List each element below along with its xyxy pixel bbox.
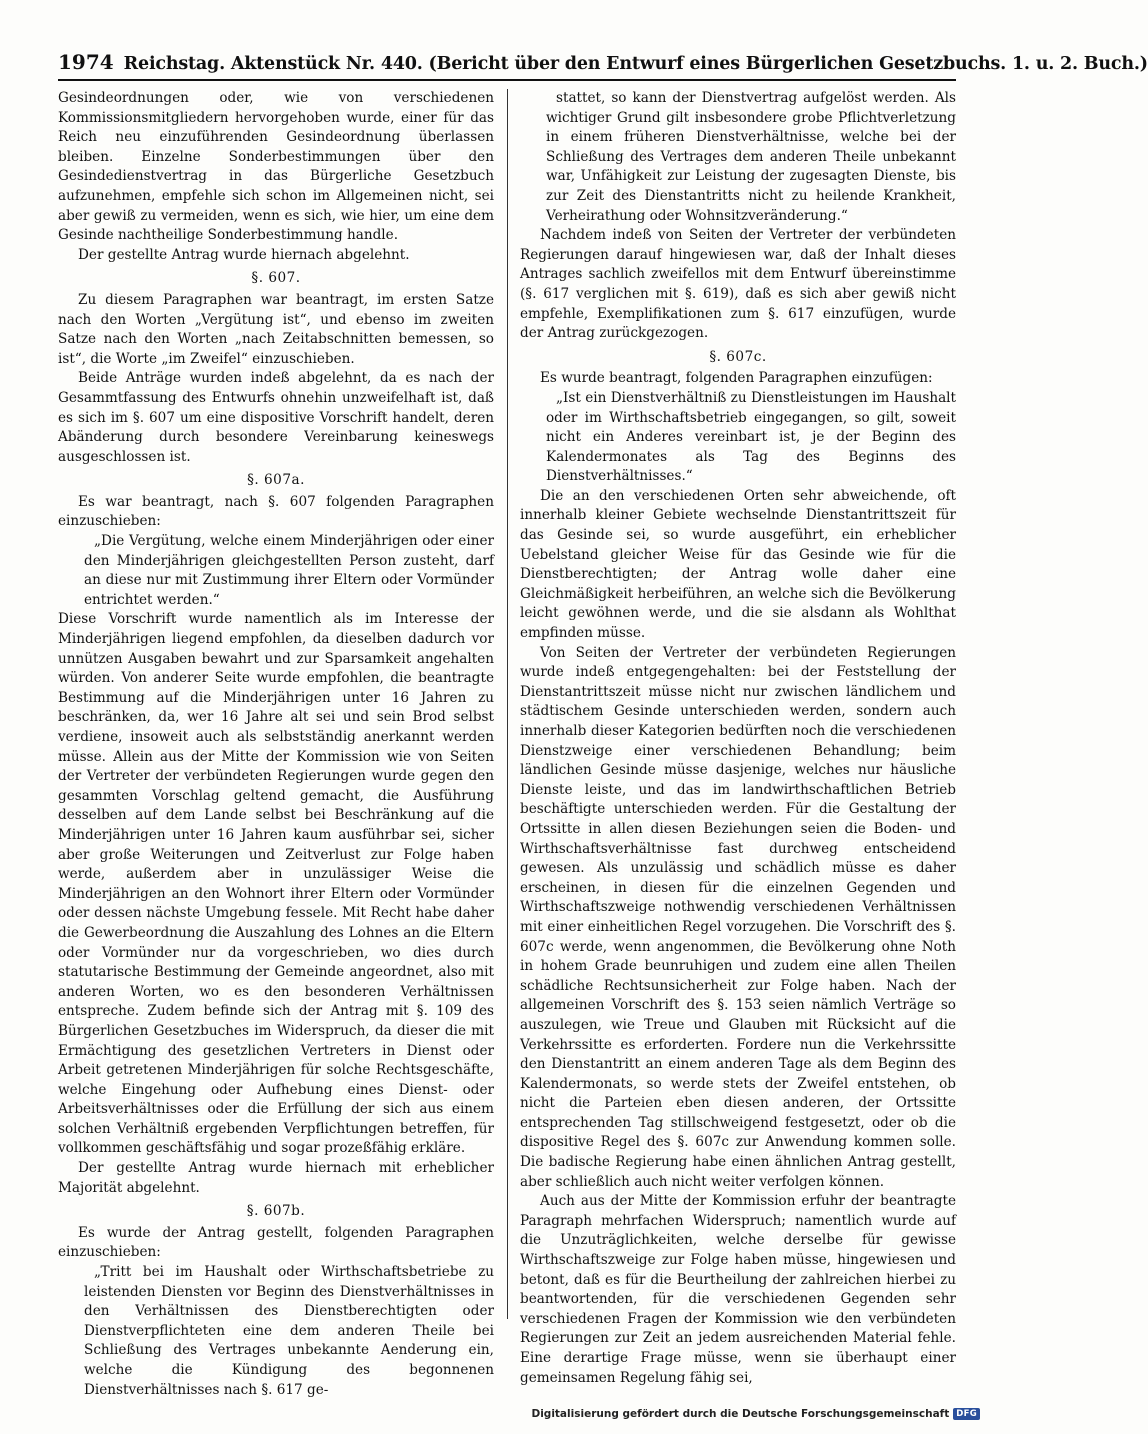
paragraph: Nachdem indeß von Seiten der Vertreter der verbündeten Regierungen darauf hingewiesen war, daß der Inhalt dieses Antrages sachlich zweifellos mit dem Entwurf übereinstimme (§. 617 verglichen mit §. 619), daß es sich aber gewiß nicht empfehle, Exemplifikationen zum §. 617 einzufügen, wurde der Antrag zurückgezogen. [520, 227, 956, 342]
digitization-credit: Digitalisierung gefördert durch die Deutsche Forschungsgemeinschaft [531, 1408, 950, 1420]
section-heading: §. 607b. [246, 1203, 306, 1220]
paragraph: Gesindeordnungen oder, wie von verschiedenen Kommissionsmitgliedern hervorgehoben wurde, einer für das Reich neu einzuführenden Gesindeordnung überlassen bleiben. Einzelne Sonderbestimmungen über den Gesindedienstvertrag in das Bürgerliche Gesetzbuch aufzunehmen, empfehle sich schon im Allgemeinen nicht, sei aber gewiß zu vermeiden, wenn es sich, wie hier, um eine dem Gesinde nachtheilige Sonderbestimmung handle. [58, 90, 494, 244]
section-heading: §. 607a. [247, 472, 305, 489]
paragraph: Es war beantragt, nach §. 607 folgenden Paragraphen einzuschieben: [58, 493, 494, 530]
quoted-text: „Tritt bei im Haushalt oder Wirthschaftsbetriebe zu leistenden Diensten vor Beginn des Dienstverhältnisses in den Verhältnissen des Dienstberechtigten oder Dienstverpflichteten eine dem anderen Theile bei Schließung des Vertrages unbekannte Aenderung ein, welche die Kündigung des begonnenen Dienstverhältnisses nach §. 617 ge- [84, 1264, 494, 1398]
paragraph: Es wurde beantragt, folgenden Paragraphen einzufügen: [540, 370, 933, 387]
paragraph: Es wurde der Antrag gestellt, folgenden Paragraphen einzuschieben: [58, 1224, 494, 1261]
running-title: Reichstag. Aktenstück Nr. 440. (Bericht über den Entwurf eines Bürgerlichen Gesetzbuchs. 1. u. 2. Buch.) [123, 54, 1148, 74]
paragraph: Zu diesem Paragraphen war beantragt, im ersten Satze nach den Worten „Vergütung ist“, und ebenso im zweiten Satze nach den Worten „nach Zeitabschnitten bemessen, so ist“, die Worte „im Zweifel“ einzuschieben. [58, 291, 494, 367]
paragraph: Der gestellte Antrag wurde hiernach mit erheblicher Majorität abgelehnt. [58, 1160, 494, 1196]
text-columns [58, 89, 956, 1400]
quoted-text: „Die Vergütung, welche einem Minderjährigen oder einer den Minderjährigen gleichgestellten Person zusteht, darf an diese nur mit Zustimmung ihrer Eltern oder Vormünder entrichtet werden.“ [84, 533, 494, 608]
quoted-text: stattet, so kann der Dienstvertrag aufgelöst werden. Als wichtiger Grund gilt insbesondere grobe Pflichtverletzung in einem früheren Dienstverhältnisse, welche bei der Schließung des Vertrages dem anderen Theile unbekannt war, Unfähigkeit zur Leistung der zugesagten Dienste, bis zur Zeit des Dienstantritts nicht zu heilende Krankheit, Verheirathung oder Wohnsitzveränderung.“ [546, 90, 956, 224]
paragraph: Auch aus der Mitte der Kommission erfuhr der beantragte Paragraph mehrfachen Widerspruch; namentlich wurde auf die Unzuträglichkeiten, welche derselbe für gewisse Wirthschaftszweige zur Folge haben müsse, hingewiesen und betont, daß es für die Beurtheilung der zahlreichen hierbei zu beantwortenden, für die verschiedenen Gegenden sehr verschiedenen Fragen der Kommission wie den verbündeten Regierungen zur Zeit an jedem ausreichenden Material fehle. Eine derartige Frage müsse, wenn sie überhaupt einer gemeinsamen Regelung fähig sei, [520, 1193, 956, 1386]
left-column [58, 89, 494, 1400]
right-column [520, 89, 956, 1400]
paragraph: Beide Anträge wurden indeß abgelehnt, da es nach der Gesammtfassung des Entwurfs ohnehin unzweifelhaft ist, daß es sich im §. 607 um eine dispositive Vorschrift handelt, deren Abänderung durch besondere Vereinbarung keineswegs ausgeschlossen ist. [58, 370, 494, 465]
paragraph: Die an den verschiedenen Orten sehr abweichende, oft innerhalb kleiner Gebiete wechselnde Dienstantrittszeit für das Gesinde sei, so wurde ausgeführt, ein erheblicher Uebelstand gleicher Weise für das Gesinde wie für die Dienstberechtigten; der Antrag wolle daher eine Gleichmäßigkeit herbeiführen, an welche sich die Bevölkerung leicht gewöhnen werde, und die sie alsdann als Wohlthat empfinden müsse. [520, 487, 956, 642]
section-heading: §. 607c. [709, 348, 767, 365]
page-number: 1974 [58, 50, 114, 74]
page-header [58, 50, 1148, 81]
page-footer [531, 1408, 980, 1420]
quoted-text: „Ist ein Dienstverhältniß zu Dienstleistungen im Haushalt oder im Wirthschaftsbetrieb eingegangen, so gilt, soweit nicht ein Anderes vereinbart ist, je der Beginn des Kalendermonates als Tag des Beginns des Dienstverhältnisses.“ [546, 389, 956, 485]
paragraph: Diese Vorschrift wurde namentlich als im Interesse der Minderjährigen liegend empfohlen, da dieselben dadurch vor unnützen Ausgaben bewahrt und zur Sparsamkeit angehalten würden. Von anderer Seite wurde empfohlen, die beantragte Bestimmung auf die Minderjährigen unter 16 Jahren zu beschränken, da, wer 16 Jahre alt sei und sein Brod selbst verdiene, insoweit auch als selbstständig anerkannt werden müsse. Allein aus der Mitte der Kommission wie von Seiten der Vertreter der verbündeten Regierungen wurde gegen den gesammten Vorschlag geltend gemacht, die Ausführung desselben auf dem Lande selbst bei Beschränkung auf die Minderjährigen unter 16 Jahren kaum ausführbar sei, sicher aber große Weiterungen und Zeitverlust zur Folge haben werde, außerdem aber in unzulässiger Weise die Minderjährigen an den Wohnort ihrer Eltern oder Vormünder oder dessen nächste Umgebung fessele. Mit Recht habe daher die Gewerbeordnung die Auszahlung des Lohnes an die Eltern oder Vormünder nur da vorgeschrieben, wo dies durch statutarische Bestimmung der Gemeinde angeordnet, also mit anderen Worten, wo es den besonderen Verhältnissen entspreche. Zudem befinde sich der Antrag mit §. 109 des Bürgerlichen Gesetzbuches im Widerspruch, da dieser die mit Ermächtigung des gesetzlichen Vertreters in Dienst oder Arbeit getretenen Minderjährigen für solche Rechtsgeschäfte, welche Eingehung oder Aufhebung eines Dienst- oder Arbeitsverhältnisses oder die Erfüllung der sich aus einem solchen Verhältniß ergebenden Verpflichtungen betreffen, für vollkommen geschäftsfähig und sogar prozeßfähig erkläre. [58, 611, 494, 1157]
paragraph: Von Seiten der Vertreter der verbündeten Regierungen wurde indeß entgegengehalten: bei der Feststellung der Dienstantrittszeit müsse nicht nur zwischen ländlichem und städtischem Gesinde unterschieden werden, sondern auch innerhalb dieser Kategorien bedürften noch die verschiedenen Dienstzweige einer verschiedenen Behandlung; beim ländlichen Gesinde müsse dasjenige, welches nur häusliche Dienste leiste, und das im landwirthschaftlichen Betrieb beschäftigte unterschieden werden. Für die Gestaltung der Ortssitte in allen diesen Beziehungen seien die Boden- und Wirthschaftsverhältnisse fast durchweg entscheidend gewesen. Als unzulässig und schädlich müsse es daher erscheinen, in diesen für die einzelnen Gegenden und Wirthschaftszweige nothwendig verschiedenen Verhältnissen mit einer einheitlichen Regel vorzugehen. Die Vorschrift des §. 607c werde, wenn angenommen, die Bevölkerung ohne Noth in hohem Grade beunruhigen und zudem eine allen Theilen schädliche Rechtsunsicherheit zur Folge haben. Nach der allgemeinen Vorschrift des §. 153 seien nämlich Verträge so auszulegen, wie Treue und Glauben mit Rücksicht auf die Verkehrssitte es erforderten. Fordere nun die Verkehrssitte den Dienstantritt an einem anderen Tage als dem Beginn des Kalendermonats, so werde stets der Zweifel entstehen, ob nicht die Parteien eben diesen anderen, der Ortssitte entsprechenden Tag stillschweigend festgesetzt, oder ob die dispositive Regel des §. 607c zur Anwendung kommen solle. Die badische Regierung habe einen ähnlichen Antrag gestellt, aber schließlich auch nicht weiter verfolgen können. [520, 644, 956, 1190]
section-heading: §. 607. [251, 270, 301, 287]
document-page [58, 50, 1148, 1400]
column-rule [507, 89, 508, 1319]
paragraph: Der gestellte Antrag wurde hiernach abgelehnt. [78, 246, 410, 263]
dfg-logo: DFG [953, 1408, 980, 1420]
